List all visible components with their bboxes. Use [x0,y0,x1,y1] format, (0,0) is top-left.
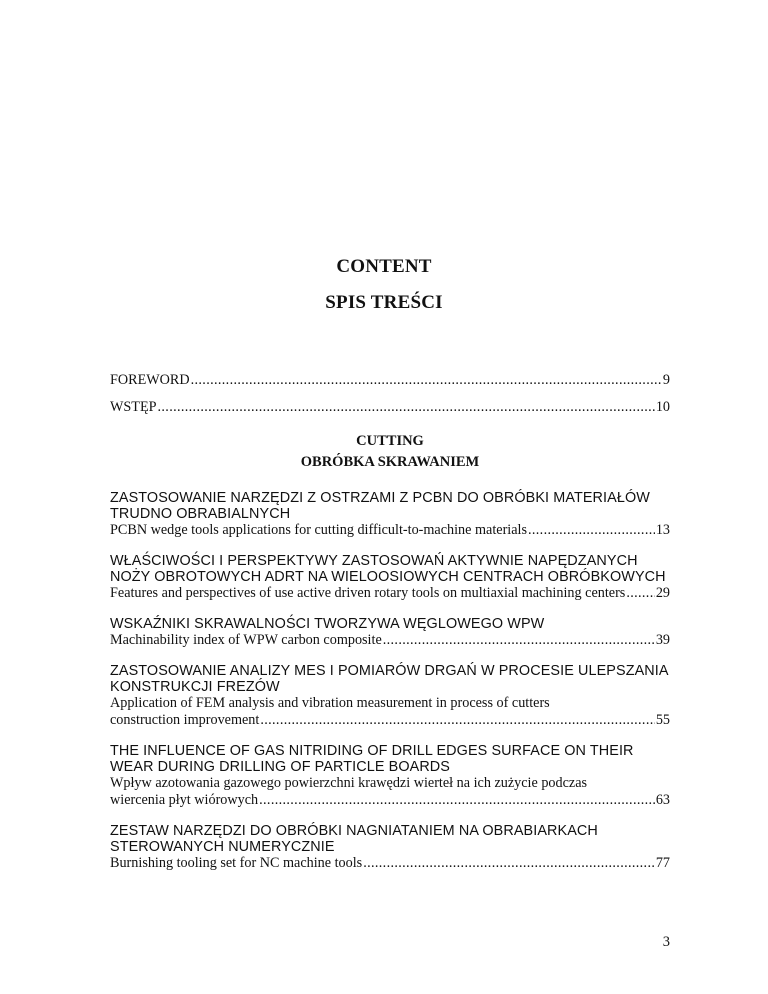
toc-entry-title-line: NOŻY OBROTOWYCH ADRT NA WIELOOSIOWYCH CENTRACH OBRÓBKOWYCH [110,569,666,585]
toc-entry-subtitle-line [110,632,670,649]
toc-entry-subtitle: Features and perspectives of use active driven rotary tools on multiaxial machining centers [110,585,626,601]
toc-page-number: 39 [655,632,670,648]
toc-entry[interactable] [110,663,670,729]
toc-entry-title-line: ZASTOSOWANIE NARZĘDZI Z OSTRZAMI Z PCBN DO OBRÓBKI MATERIAŁÓW [110,490,650,506]
toc-page-number: 13 [655,522,670,538]
toc-entry-subtitle: Burnishing tooling set for NC machine tools [110,855,363,871]
toc-entry-subtitle-line [110,712,670,729]
toc-entry[interactable] [110,616,670,649]
toc-entry-subtitle-line [110,585,670,602]
toc-entry-title-line: STEROWANYCH NUMERYCZNIE [110,839,335,855]
section-name-en: CUTTING [356,433,424,449]
toc-entry-subtitle-line: Wpływ azotowania gazowego powierzchni krawędzi wierteł na ich zużycie podczas [110,775,588,791]
toc-entry-title-line: THE INFLUENCE OF GAS NITRIDING OF DRILL EDGES SURFACE ON THEIR [110,743,634,759]
dot-leader [259,792,655,809]
page-number: 3 [662,934,670,950]
toc-entry-wstep[interactable] [110,399,670,416]
toc-entry-subtitle-line: Application of FEM analysis and vibration measurement in process of cutters [110,695,550,711]
toc-entry[interactable] [110,823,670,872]
toc-entry-label: WSTĘP [110,399,157,415]
toc-page-number: 29 [655,585,670,601]
dot-leader [383,632,655,649]
toc-entry[interactable] [110,743,670,809]
toc-entry-subtitle-line [110,792,670,809]
toc-entry-subtitle-line [110,522,670,539]
section-name-pl: OBRÓBKA SKRAWANIEM [300,454,480,470]
table-of-contents [110,372,670,886]
toc-entry-subtitle: PCBN wedge tools applications for cutting difficult-to-machine materials [110,522,527,538]
section-heading [110,431,670,473]
dot-leader [158,399,655,416]
toc-entry-title-line: TRUDNO OBRABIALNYCH [110,506,291,522]
toc-entry-title-line: ZESTAW NARZĘDZI DO OBRÓBKI NAGNIATANIEM NA OBRABIARKACH [110,823,598,839]
toc-entry-title-line: ZASTOSOWANIE ANALIZY MES I POMIARÓW DRGAŃ W PROCESIE ULEPSZANIA [110,663,669,679]
toc-entry-subtitle: Machinability index of WPW carbon composite [110,632,382,648]
toc-page-number: 10 [655,399,670,415]
dot-leader [626,585,654,602]
toc-page-number: 9 [662,372,670,388]
toc-page-number: 77 [655,855,670,871]
toc-entries [110,490,670,872]
dot-leader [528,522,655,539]
toc-entry-label: FOREWORD [110,372,190,388]
toc-page-number: 55 [655,712,670,728]
toc-entry-title-line: WEAR DURING DRILLING OF PARTICLE BOARDS [110,759,450,775]
toc-entry-subtitle: wiercenia płyt wiórowych [110,792,259,808]
toc-entry[interactable] [110,490,670,539]
toc-entry-subtitle-line [110,855,670,872]
dot-leader [191,372,662,389]
spis-tresci-title: SPIS TREŚCI [325,292,443,313]
toc-entry-title-line: KONSTRUKCJI FREZÓW [110,679,280,695]
toc-entry[interactable] [110,553,670,602]
toc-entry-title-line: WSKAŹNIKI SKRAWALNOŚCI TWORZYWA WĘGLOWEGO WPW [110,616,545,632]
toc-entry-subtitle: construction improvement [110,712,260,728]
toc-entry-foreword[interactable] [110,372,670,389]
dot-leader [363,855,655,872]
toc-entry-title-line: WŁAŚCIWOŚCI I PERSPEKTYWY ZASTOSOWAŃ AKTYWNIE NAPĘDZANYCH [110,553,638,569]
dot-leader [260,712,654,729]
toc-page-number: 63 [655,792,670,808]
content-title: CONTENT [336,256,432,277]
